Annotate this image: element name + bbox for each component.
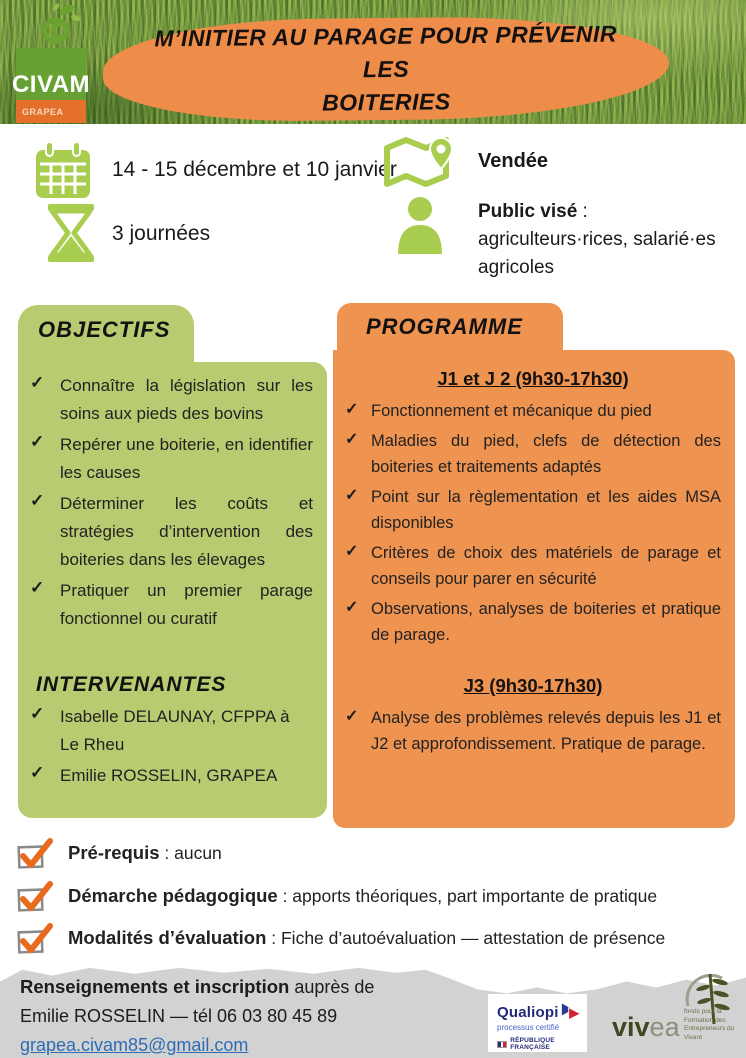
public-label: Public visé	[478, 201, 578, 222]
checkmark-icon: ✓	[345, 401, 359, 418]
civam-logo-square	[11, 48, 91, 100]
programme-item: ✓ Critères de choix des matériels de parage et conseils pour parer en sécurité	[345, 540, 721, 593]
title-banner	[102, 15, 669, 123]
vivea-logo	[608, 962, 746, 1056]
qualiopi-logo: Qualiopi processus certifié RÉPUBLIQUE FRANÇAISE	[488, 994, 587, 1052]
plant-spiral-icon	[34, 2, 80, 48]
civam-logo-text: CIVAM	[11, 71, 91, 98]
public-value: : agriculteurs·rices, salarié·es agricoles	[478, 201, 716, 278]
orange-checkbox-icon	[16, 923, 56, 955]
speakers-title: INTERVENANTES	[36, 673, 227, 696]
day12-heading: J1 et J 2 (9h30-17h30)	[437, 368, 629, 389]
civam-logo	[11, 2, 91, 122]
objective-item: ✓ Connaître la législation sur les soins aux pieds des bovins	[30, 372, 313, 428]
orange-checkbox-icon	[16, 881, 56, 913]
checkmark-icon: ✓	[345, 598, 359, 616]
objective-item: ✓ Pratiquer un premier parage fonctionnel ou curatif	[30, 577, 313, 633]
detail-row-prerequis: Pré-requis : aucun	[16, 838, 222, 870]
objectives-box	[18, 362, 327, 818]
detail-row-demarche: Démarche pédagogique : apports théoriques, part importante de pratique	[16, 881, 657, 913]
location-text: Vendée	[478, 150, 549, 172]
programme-item: ✓ Maladies du pied, clefs de détection des boiteries et traitements adaptés	[345, 428, 721, 481]
objectives-title: OBJECTIFS	[38, 317, 171, 342]
calendar-icon	[34, 142, 92, 200]
grass-photo-header	[0, 0, 746, 124]
checkmark-icon: ✓	[30, 704, 45, 723]
speaker-item: ✓ Isabelle DELAUNAY, CFPPA à Le Rheu	[30, 703, 313, 759]
checkmark-icon: ✓	[30, 491, 45, 510]
grapea-label: GRAPEA	[22, 106, 64, 117]
vivea-wordmark: vivea	[612, 1012, 680, 1042]
checkmark-icon: ✓	[30, 432, 45, 451]
programme-box	[333, 350, 735, 828]
email-link[interactable]: grapea.civam85@gmail.com	[20, 1035, 249, 1055]
public-text	[478, 198, 742, 282]
checkmark-icon: ✓	[345, 542, 359, 560]
programme-title: PROGRAMME	[366, 314, 523, 339]
person-icon	[396, 196, 444, 254]
civam-logo-band	[16, 100, 86, 123]
checkmark-icon: ✓	[30, 373, 45, 392]
objective-item: ✓ Repérer une boiterie, en identifier les causes	[30, 431, 313, 487]
qualiopi-arrows-icon	[561, 1001, 581, 1023]
speaker-item: ✓ Emilie ROSSELIN, GRAPEA	[30, 762, 313, 790]
contact-phone: Emilie ROSSELIN — tél 06 03 80 45 89	[20, 1006, 338, 1026]
checkmark-icon: ✓	[30, 578, 45, 597]
french-flag-icon	[497, 1041, 507, 1048]
detail-row-modalites: Modalités d’évaluation : Fiche d’autoévaluation — attestation de présence	[16, 923, 665, 955]
contact-block: Renseignements et inscription auprès de Emilie ROSSELIN — tél 06 03 80 45 89 grapea.civam85@gmail.com	[20, 976, 375, 1055]
dates-text: 14 - 15 décembre et 10 janvier	[112, 158, 397, 181]
duration-text: 3 journées	[112, 222, 211, 245]
programme-item: ✓ Analyse des problèmes relevés depuis les J1 et J2 et approfondissement. Pratique de parage.	[345, 705, 721, 758]
checkmark-icon: ✓	[345, 707, 359, 725]
contact-label: Renseignements et inscription	[20, 976, 290, 997]
page-title-line1: M’INITIER AU PARAGE POUR PRÉVENIR LES	[154, 20, 618, 82]
checkmark-icon: ✓	[345, 486, 359, 504]
map-location-icon	[384, 136, 458, 190]
checkmark-icon: ✓	[30, 763, 45, 782]
checkmark-icon: ✓	[345, 430, 359, 448]
orange-checkbox-icon	[16, 838, 56, 870]
page-title-line2: BOITERIES	[321, 87, 451, 116]
programme-item: ✓ Point sur la règlementation et les aides MSA disponibles	[345, 484, 721, 537]
programme-item: ✓ Fonctionnement et mécanique du pied	[345, 398, 721, 425]
objective-item: ✓ Déterminer les coûts et stratégies d’intervention des boiteries dans les élevages	[30, 490, 313, 574]
programme-item: ✓ Observations, analyses de boiteries et pratique de parage.	[345, 596, 721, 649]
vivea-tagline: fonds pour la Formation des Entrepreneurs du Vivant	[684, 1008, 735, 1041]
day3-heading: J3 (9h30-17h30)	[463, 674, 603, 696]
hourglass-icon	[44, 204, 98, 262]
